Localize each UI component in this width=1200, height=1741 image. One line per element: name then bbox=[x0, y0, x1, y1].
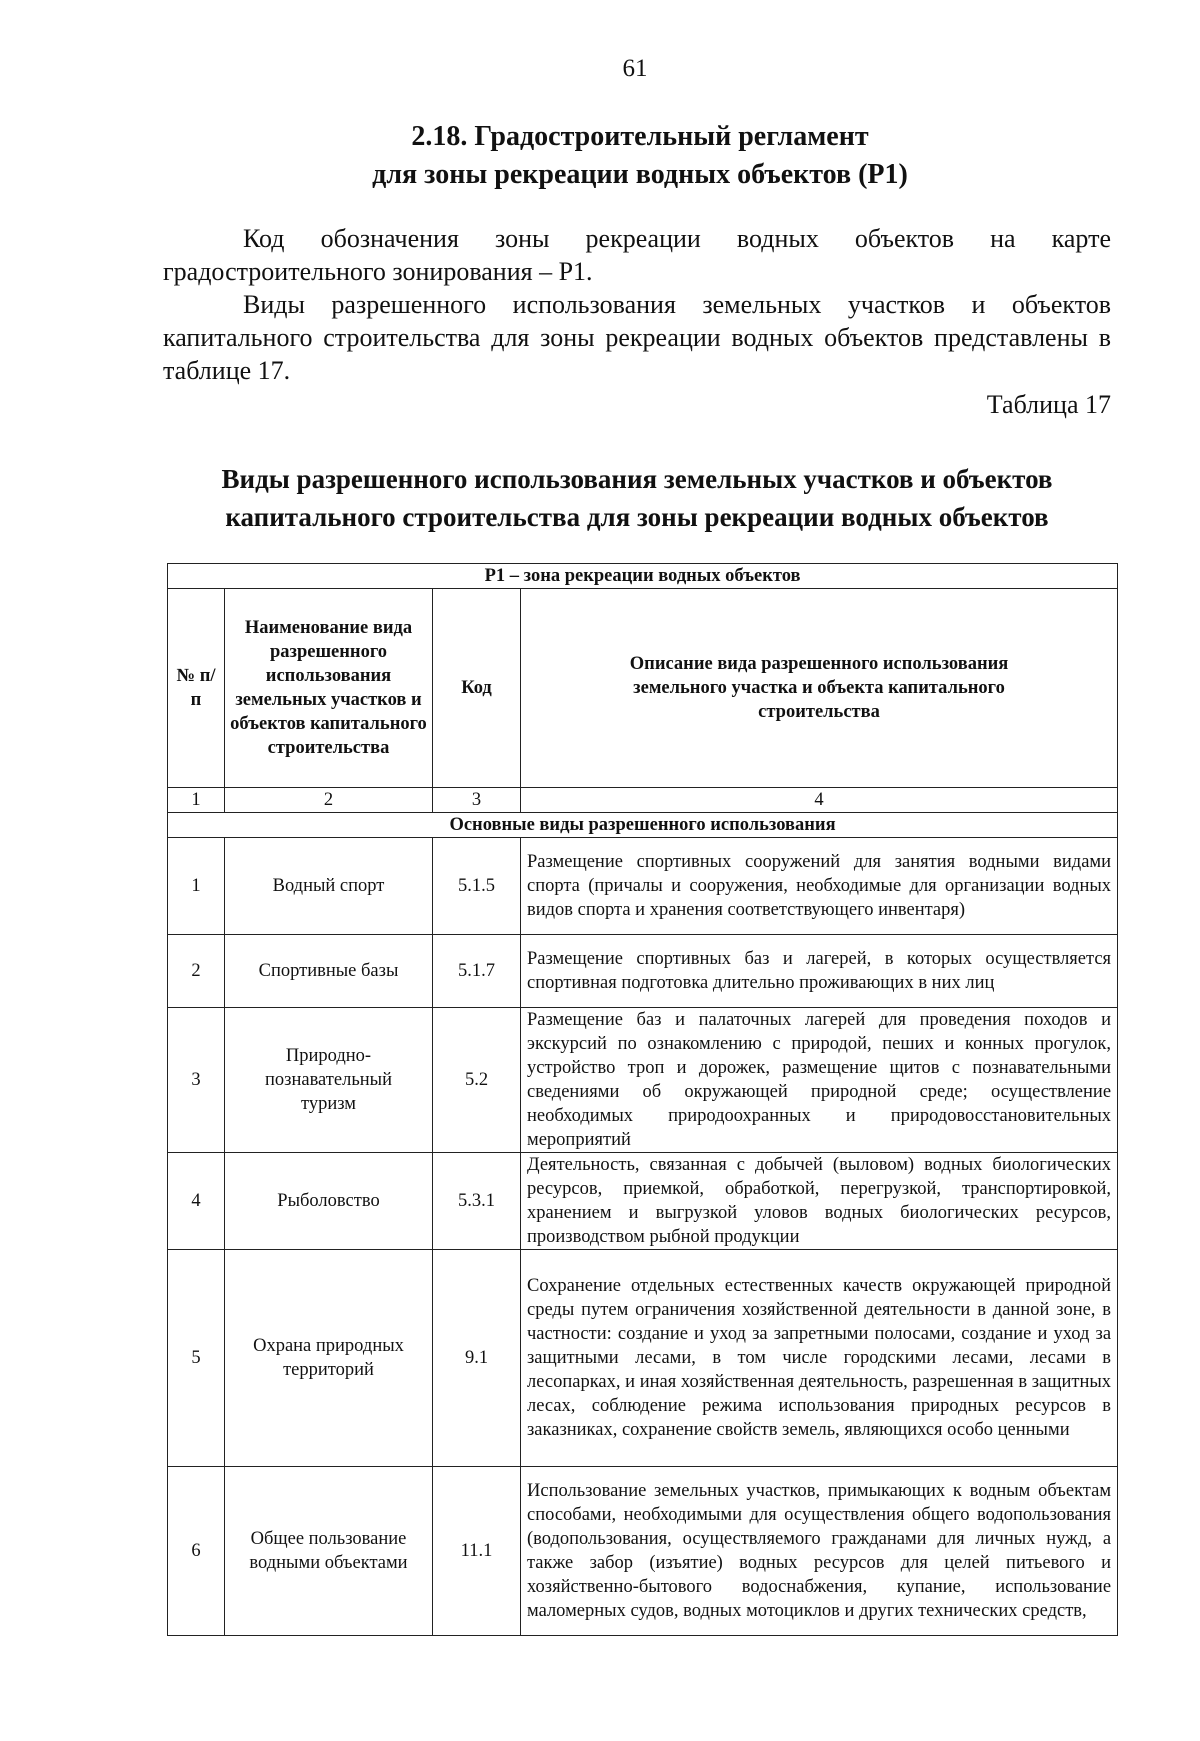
table-label: Таблица 17 bbox=[986, 390, 1111, 419]
row-name: Рыболовство bbox=[225, 1153, 433, 1250]
row-description: Размещение спортивных баз и лагерей, в которых осуществляется спортивная подготовка длительно проживающих в них лиц bbox=[521, 935, 1118, 1008]
header-name: Наименование вида разрешенного использования земельных участков и объектов капитального строительства bbox=[225, 589, 433, 788]
table-heading bbox=[163, 460, 1111, 536]
row-name: Спортивные базы bbox=[225, 935, 433, 1008]
section-row bbox=[168, 813, 1118, 838]
row-number: 1 bbox=[168, 838, 225, 935]
row-name: Водный спорт bbox=[225, 838, 433, 935]
row-name: Природно-познавательный туризм bbox=[225, 1008, 433, 1153]
intro-text bbox=[163, 222, 1111, 387]
row-description: Сохранение отдельных естественных качеств окружающей природной среды путем ограничения хозяйственной деятельности в данной зоне, в частности: создание и уход за запретными полосами, создание и уход за защитными лесами, в том числе городскими лесами, лесами в лесопарках, и иная хозяйственная деятельность, разрешенная в защитных лесах, соблюдение режима использования природных ресурсов в заказниках, сохранение свойств земель, являющихся особо ценными bbox=[521, 1250, 1118, 1467]
section-title-basic: Основные виды разрешенного использования bbox=[168, 813, 1118, 838]
intro-paragraph-2: Виды разрешенного использования земельных участков и объектов капитального строительства для зоны рекреации водных объектов представлены в таблице 17. bbox=[163, 290, 1111, 385]
row-code: 5.1.7 bbox=[433, 935, 521, 1008]
section-title-line2: для зоны рекреации водных объектов (Р1) bbox=[372, 159, 908, 190]
page-number: 61 bbox=[622, 55, 648, 82]
row-code: 5.1.5 bbox=[433, 838, 521, 935]
section-title bbox=[160, 118, 1120, 194]
row-description: Использование земельных участков, примыкающих к водным объектам способами, необходимыми для осуществления общего водопользования (водопользования, осуществляемого гражданами для личных нужд, а также забор (изъятие) водных ресурсов для целей питьевого и хозяйственно-бытового водоснабжения, купание, использование маломерных судов, водных мотоциклов и других технических средств, bbox=[521, 1467, 1118, 1636]
header-description: Описание вида разрешенного использования земельного участка и объекта капитального строительства bbox=[521, 589, 1118, 788]
table-heading-line2: капитального строительства для зоны рекреации водных объектов bbox=[225, 502, 1049, 532]
row-name: Общее пользование водными объектами bbox=[225, 1467, 433, 1636]
table-row bbox=[168, 1008, 1118, 1153]
row-number: 4 bbox=[168, 1153, 225, 1250]
row-number: 6 bbox=[168, 1467, 225, 1636]
header-row bbox=[168, 589, 1118, 788]
table-row bbox=[168, 1153, 1118, 1250]
row-name: Охрана природных территорий bbox=[225, 1250, 433, 1467]
row-code: 5.2 bbox=[433, 1008, 521, 1153]
row-number: 2 bbox=[168, 935, 225, 1008]
column-number-2: 2 bbox=[225, 788, 433, 813]
column-number-4: 4 bbox=[521, 788, 1118, 813]
table-row bbox=[168, 935, 1118, 1008]
header-number: № п/п bbox=[168, 589, 225, 788]
row-number: 5 bbox=[168, 1250, 225, 1467]
zone-title-row bbox=[168, 564, 1118, 589]
column-number-3: 3 bbox=[433, 788, 521, 813]
zone-title: Р1 – зона рекреации водных объектов bbox=[168, 564, 1118, 589]
table-heading-line1: Виды разрешенного использования земельных участков и объектов bbox=[221, 464, 1053, 494]
section-title-line1: 2.18. Градостроительный регламент bbox=[411, 121, 869, 152]
row-number: 3 bbox=[168, 1008, 225, 1153]
land-use-table bbox=[167, 563, 1118, 1636]
table-row bbox=[168, 1250, 1118, 1467]
header-code: Код bbox=[433, 589, 521, 788]
intro-paragraph-1: Код обозначения зоны рекреации водных объектов на карте градостроительного зонирования – Р1. bbox=[163, 224, 1111, 286]
row-description: Размещение спортивных сооружений для занятия водными видами спорта (причалы и сооружения, необходимые для организации водных видов спорта и хранения соответствующего инвентаря) bbox=[521, 838, 1118, 935]
column-number-row bbox=[168, 788, 1118, 813]
column-number-1: 1 bbox=[168, 788, 225, 813]
row-description: Размещение баз и палаточных лагерей для проведения походов и экскурсий по ознакомлению с природой, пеших и конных прогулок, устройство троп и дорожек, размещение щитов с познавательными сведениями об окружающей природной среде; осуществление необходимых природоохранных и природовосстановительных мероприятий bbox=[521, 1008, 1118, 1153]
table-row bbox=[168, 838, 1118, 935]
row-code: 9.1 bbox=[433, 1250, 521, 1467]
row-code: 11.1 bbox=[433, 1467, 521, 1636]
table-row bbox=[168, 1467, 1118, 1636]
row-code: 5.3.1 bbox=[433, 1153, 521, 1250]
row-description: Деятельность, связанная с добычей (выловом) водных биологических ресурсов, приемкой, обработкой, перегрузкой, транспортировкой, хранением и выгрузкой уловов водных биологических ресурсов, производством рыбной продукции bbox=[521, 1153, 1118, 1250]
